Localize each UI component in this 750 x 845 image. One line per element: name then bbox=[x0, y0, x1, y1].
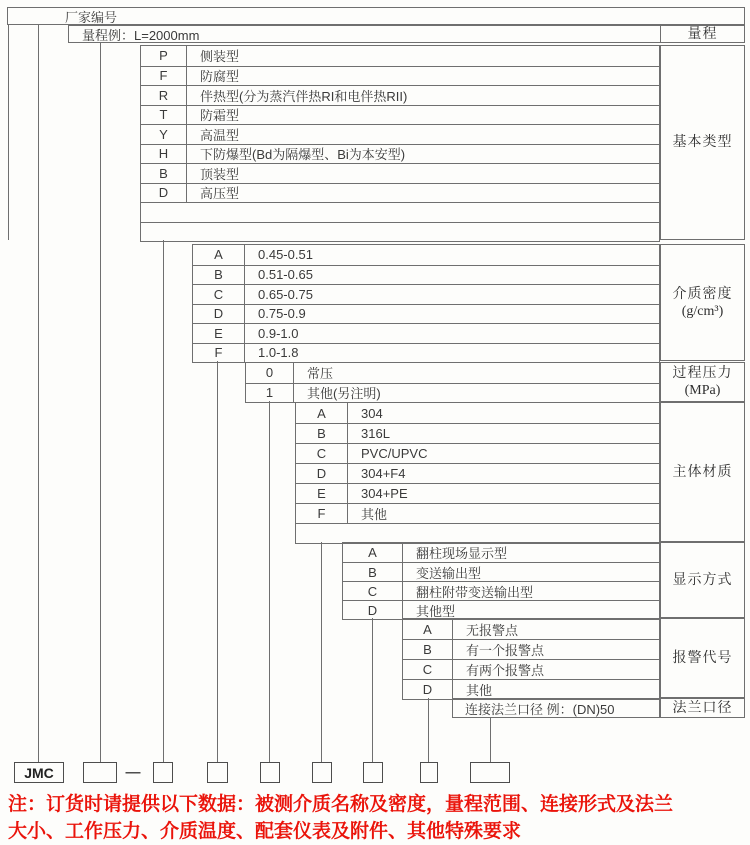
section-alarm-code bbox=[402, 618, 660, 700]
code-box-basic-type bbox=[153, 762, 173, 783]
table-row: A 翻柱现场显示型 bbox=[343, 543, 659, 562]
section-display-mode bbox=[342, 542, 660, 620]
section-process-pressure bbox=[245, 362, 660, 403]
table-row: B 0.51-0.65 bbox=[193, 265, 659, 285]
table-row: H 下防爆型(Bd为隔爆型、Bi为本安型) bbox=[141, 144, 659, 164]
table-row: D 0.75-0.9 bbox=[193, 304, 659, 324]
connector-line-material bbox=[321, 542, 322, 762]
connector-line-display bbox=[372, 618, 373, 762]
model-code-box: JMC bbox=[14, 762, 64, 783]
table-row: 0 常压 bbox=[246, 363, 659, 383]
connector-line-pressure bbox=[269, 401, 270, 762]
section-basic-type bbox=[140, 45, 660, 242]
label-body-material: 主体材质 bbox=[660, 402, 745, 542]
connector-line-range bbox=[100, 43, 101, 762]
ordering-note-line2: 大小、工作压力、介质温度、配套仪表及附件、其他特殊要求 bbox=[8, 821, 522, 842]
table-row: C 0.65-0.75 bbox=[193, 284, 659, 304]
table-row: B 316L bbox=[296, 423, 659, 443]
table-row: D 304+F4 bbox=[296, 463, 659, 483]
code-box-display bbox=[363, 762, 383, 783]
connector-line-density bbox=[217, 361, 218, 762]
range-example-text: 量程例：L=2000mm bbox=[82, 27, 200, 43]
table-row-empty bbox=[141, 222, 659, 242]
label-process-pressure: 过程压力 (MPa) bbox=[660, 362, 745, 402]
connector-line-basic-type bbox=[163, 240, 164, 762]
table-row: C 有两个报警点 bbox=[403, 659, 659, 679]
table-row-empty bbox=[296, 523, 659, 543]
factory-number-row bbox=[7, 7, 745, 25]
table-row: B 变送输出型 bbox=[343, 562, 659, 581]
table-row: E 0.9-1.0 bbox=[193, 323, 659, 343]
label-flange-size: 法兰口径 bbox=[660, 698, 745, 718]
table-row: B 有一个报警点 bbox=[403, 639, 659, 659]
table-row: F 1.0-1.8 bbox=[193, 343, 659, 363]
table-row: D 其他型 bbox=[343, 600, 659, 619]
table-row: C 翻柱附带变送输出型 bbox=[343, 581, 659, 600]
code-box-pressure bbox=[260, 762, 280, 783]
code-box-range bbox=[83, 762, 117, 783]
table-row: E 304+PE bbox=[296, 483, 659, 503]
section-body-material bbox=[295, 402, 660, 544]
table-row: Y 高温型 bbox=[141, 124, 659, 144]
connector-line-alarm bbox=[428, 698, 429, 762]
section-flange-size: 连接法兰口径 例：(DN)50 bbox=[452, 698, 660, 718]
table-row: F 防腐型 bbox=[141, 66, 659, 86]
code-box-flange bbox=[470, 762, 510, 783]
factory-number-label: 厂家编号 bbox=[65, 9, 118, 25]
table-row: P 侧装型 bbox=[141, 46, 659, 66]
label-range: 量程 bbox=[660, 25, 745, 43]
ordering-note bbox=[8, 791, 748, 845]
table-row: A 304 bbox=[296, 403, 659, 423]
label-alarm-code: 报警代号 bbox=[660, 618, 745, 698]
table-row: F 其他 bbox=[296, 503, 659, 523]
connector-line-flange bbox=[490, 718, 491, 762]
label-medium-density: 介质密度 (g/cm³) bbox=[660, 244, 745, 361]
table-row-empty bbox=[141, 202, 659, 222]
section-medium-density bbox=[192, 244, 660, 363]
table-row: 1 其他(另注明) bbox=[246, 383, 659, 403]
table-row: A 无报警点 bbox=[403, 619, 659, 639]
table-row: T 防霜型 bbox=[141, 105, 659, 125]
table-row: D 其他 bbox=[403, 679, 659, 699]
connector-line bbox=[8, 25, 9, 240]
label-display-mode: 显示方式 bbox=[660, 542, 745, 618]
table-row: A 0.45-0.51 bbox=[193, 245, 659, 265]
table-row: B 顶装型 bbox=[141, 163, 659, 183]
range-example-row bbox=[68, 25, 745, 43]
code-box-material bbox=[312, 762, 332, 783]
label-basic-type: 基本类型 bbox=[660, 45, 745, 240]
ordering-note-line1: 注：订货时请提供以下数据：被测介质名称及密度，量程范围、连接形式及法兰 bbox=[8, 794, 674, 815]
table-row: R 伴热型(分为蒸汽伴热RI和电伴热RII) bbox=[141, 85, 659, 105]
connector-line-factory bbox=[38, 25, 39, 762]
code-box-alarm bbox=[420, 762, 438, 783]
dash-separator: — bbox=[125, 764, 141, 781]
table-row: C PVC/UPVC bbox=[296, 443, 659, 463]
table-row: D 高压型 bbox=[141, 183, 659, 203]
code-box-density bbox=[207, 762, 228, 783]
